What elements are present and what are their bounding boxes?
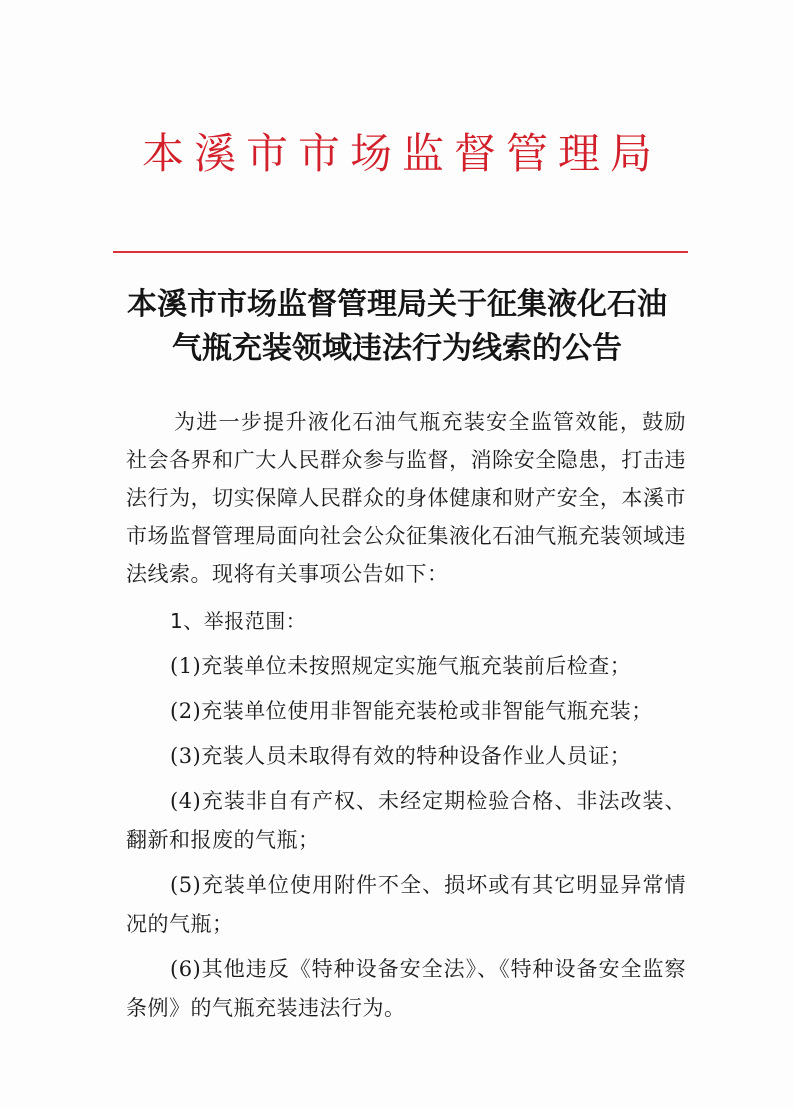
notice-body (126, 403, 686, 1028)
agency-masthead: 本溪市市场监督管理局 (141, 129, 662, 178)
list-item: (2)充装单位使用非智能充装枪或非智能气瓶充装； (170, 699, 653, 723)
list-item: (3)充装人员未取得有效的特种设备作业人员证； (170, 744, 632, 768)
section-heading-report-scope: 1、举报范围： (170, 609, 307, 633)
title-line-1: 本溪市市场监督管理局关于征集液化石油 (127, 287, 667, 322)
notice-title (0, 283, 794, 371)
red-divider-line (113, 251, 688, 253)
list-item: (5)充装单位使用附件不全、损坏或有其它明显异常情况的气瓶； (126, 873, 686, 936)
list-item: (1)充装单位未按照规定实施气瓶充装前后检查； (170, 654, 632, 678)
intro-paragraph: 为进一步提升液化石油气瓶充装安全监管效能，鼓励社会各界和广大人民群众参与监督，消除安全隐患，打击违法行为，切实保障人民群众的身体健康和财产安全，本溪市市场监督管理局面向社会公众征集液化石油气瓶充装领域违法线索。现将有关事项公告如下： (126, 410, 686, 586)
title-line-2: 气瓶充装领域违法行为线索的公告 (172, 331, 622, 366)
list-item: (4)充装非自有产权、未经定期检验合格、非法改装、翻新和报废的气瓶； (126, 789, 686, 852)
list-item: (6)其他违反《特种设备安全法》、《特种设备安全监察条例》的气瓶充装违法行为。 (126, 957, 686, 1020)
